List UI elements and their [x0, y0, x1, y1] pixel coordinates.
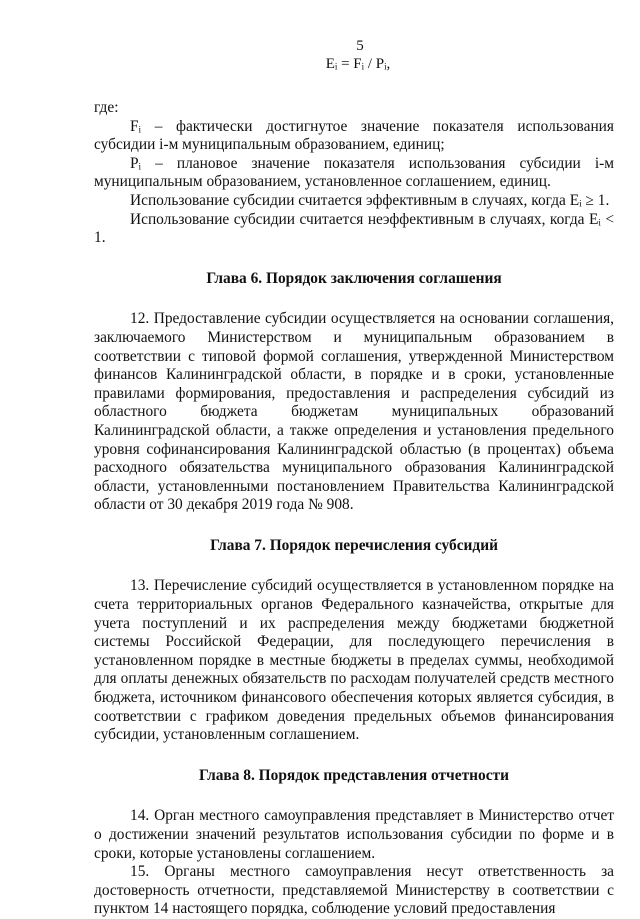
chapter-8-heading: Глава 8. Порядок представления отчетности — [199, 766, 509, 784]
definition-p-symbol: Pᵢ — [130, 154, 142, 172]
inefficient-condition: Использование субсидии считается неэффективным в случаях, когда Eᵢ < 1. — [94, 210, 614, 247]
definition-p-text: – плановое значение показателя использования субсидии i-м муниципальным образованием, установленное соглашением, единиц. — [94, 154, 614, 191]
definition-p — [94, 155, 614, 192]
paragraph-15: 15. Органы местного самоуправления несут ответственность за достоверность отчетности, представляемой Министерству в соответствии с пунктом 14 настоящего порядка, соблюдение условий предоставления — [94, 863, 614, 918]
definition-f-text: – фактически достигнутое значение показателя использования субсидии i-м муниципальным образованием, единиц; — [94, 117, 614, 154]
definition-f-symbol: Fᵢ — [130, 117, 142, 135]
efficient-condition: Использование субсидии считается эффективным в случаях, когда Eᵢ ≥ 1. — [130, 191, 610, 209]
where-label: где: — [94, 99, 119, 116]
page-number: 5 — [356, 38, 364, 54]
document-page — [94, 38, 614, 919]
definition-f — [94, 118, 614, 155]
efficiency-formula: Eᵢ = Fᵢ / Pᵢ, — [325, 56, 391, 72]
paragraph-14: 14. Орган местного самоуправления представляет в Министерство отчет о достижении значений результатов использования субсидии по форме и в сроки, которые установлены соглашением. — [94, 807, 614, 862]
chapter-6-heading: Глава 6. Порядок заключения соглашения — [206, 269, 502, 287]
paragraph-13: 13. Перечисление субсидий осуществляется в установленном порядке на счета территориальных органов Федерального казначейства, открытые для учета поступлений и их распределения между бюджетами бюджетной системы Российской Федерации, для последующего перечисления в установленном порядке в местные бюджеты в пределах суммы, необходимой для оплаты денежных обязательств по расходам получателей средств местного бюджета, источником финансового обеспечения которых является субсидия, в соответствии с графиком доведения предельных объемов финансирования субсидии, установленным соглашением. — [94, 577, 614, 744]
paragraph-12: 12. Предоставление субсидии осуществляется на основании соглашения, заключаемого Министерством и муниципальным образованием в соответствии с типовой формой соглашения, утвержденной Министерством финансов Калининградской области, в порядке и в сроки, установленные правилами формирования, предоставления и распределения субсидий из областного бюджета бюджетам муниципальных образований Калининградской области, а также определения и установления предельного уровня софинансирования Калининградской областью (в процентах) объема расходного обязательства муниципального образования Калининградской области, установленными постановлением Правительства Калининградской области от 30 декабря 2019 года № 908. — [94, 310, 614, 514]
chapter-7-heading: Глава 7. Порядок перечисления субсидий — [210, 536, 498, 554]
